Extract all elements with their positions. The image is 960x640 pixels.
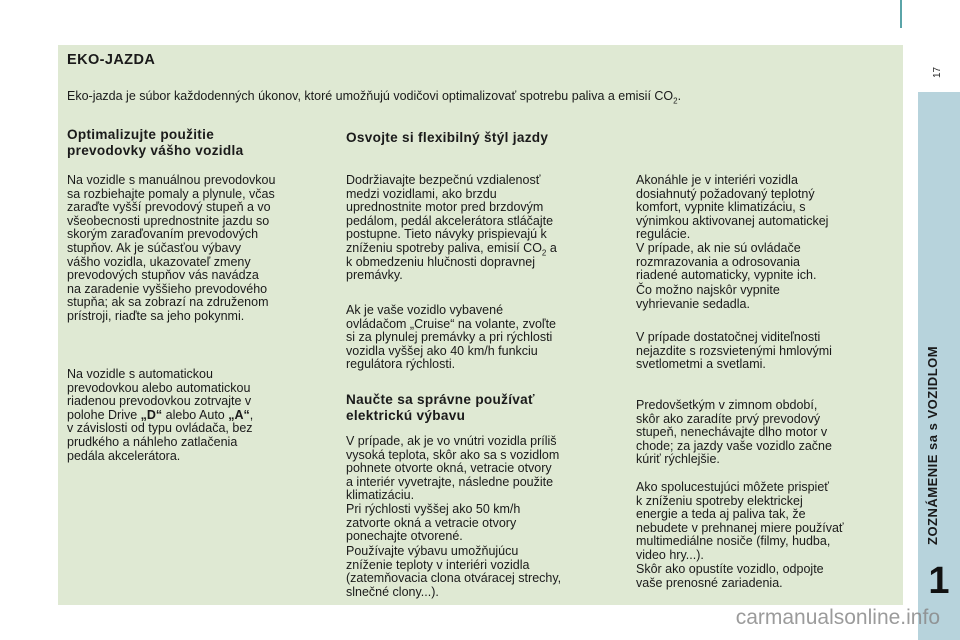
- text-line: si za plynulej premávky a pri rýchlosti: [346, 330, 553, 345]
- text-line: Čo možno najskôr vypnite: [636, 283, 780, 297]
- text-line: vozidla vyššej ako 40 km/h funkciu: [346, 343, 538, 358]
- paragraph-multimedia: [636, 481, 844, 563]
- text-line: klimatizáciu.: [346, 488, 415, 503]
- text-line: výnimkou aktivovanej automatickej: [636, 213, 829, 228]
- paragraph-manual-gearbox: [67, 174, 275, 324]
- paragraph-fog-lights: [636, 331, 832, 372]
- heading-electrical-equipment: Naučte sa správne používať elektrickú výbavu: [346, 392, 535, 423]
- paragraph-winter-start: [636, 399, 832, 467]
- text-line: (zatemňovacia clona otváracej strechy,: [346, 571, 562, 586]
- text-line: Skôr ako opustíte vozidlo, odpojte: [636, 562, 824, 576]
- paragraph-defrost: [636, 242, 816, 283]
- heading-transmission: Optimalizujte použitie prevodovky vášho vozidla: [67, 127, 244, 158]
- chapter-title: ZOZNÁMENIE sa s VOZIDLOM: [925, 345, 940, 545]
- text-line: komfort, vypnite klimatizáciu, s: [636, 200, 806, 215]
- chapter-number: 1: [928, 560, 950, 602]
- watermark: carmanualsonline.info: [735, 606, 940, 629]
- text-line: vysoká teplota, skôr ako sa s vozidlom: [346, 447, 560, 462]
- text-line: Akonáhle je v interiéri vozidla: [636, 173, 798, 187]
- text-line: regulátora rýchlosti.: [346, 357, 456, 372]
- paragraph-air-conditioning: [636, 174, 828, 242]
- text-line: nejazdite s rozsvietenými hmlovými: [636, 343, 832, 358]
- paragraph-seat-heating: [636, 284, 780, 311]
- text-line: energie a teda aj paliva tak, že: [636, 507, 806, 522]
- text-line: sa rozbiehajte pomaly a plynule, včas: [67, 186, 275, 201]
- paragraph-sun-blinds: [346, 545, 561, 599]
- heading-flexible-style: Osvojte si flexibilný štýl jazdy: [346, 130, 549, 145]
- text-line: prevodových stupňov vás navádza: [67, 268, 259, 283]
- text-line: Používajte výbavu umožňujúcu: [346, 544, 519, 558]
- text-line: vášho vozidla, ukazovateľ zmeny: [67, 254, 251, 269]
- text-line: Ak je vaše vozidlo vybavené: [346, 303, 504, 317]
- text-line: zaraďte vyšší prevodový stupeň a vo: [67, 200, 271, 215]
- page-title: EKO-JAZDA: [67, 52, 156, 68]
- text-line: Na vozidle s manuálnou prevodovkou: [67, 173, 276, 187]
- text-line: svetlometmi a svetlami.: [636, 357, 766, 372]
- text-line: ovládačom „Cruise“ na volante, zvoľte: [346, 316, 556, 331]
- text-line: chode; za jazdy vaše vozidlo začne: [636, 438, 832, 453]
- text-line: rozmrazovania a odrosovania: [636, 254, 800, 269]
- text-line: k zníženiu spotreby elektrickej: [636, 493, 803, 508]
- text-line: kúriť rýchlejšie.: [636, 452, 720, 467]
- teal-divider: [900, 0, 902, 28]
- text-line: dosiahnutý požadovaný teplotný: [636, 186, 815, 201]
- text-line: všeobecnosti uprednostnite jazdu so: [67, 213, 270, 228]
- text-line: multimediálne nosiče (filmy, hudba,: [636, 534, 831, 549]
- text-line: skorým zaraďovaním prevodových: [67, 227, 259, 242]
- intro-text: Eko-jazda je súbor každodenných úkonov, ktoré umožňujú vodičovi optimalizovať spotrebu paliva a emisií $CO_2$.: [67, 89, 682, 106]
- text-line: skôr ako zaradíte prvý prevodový: [636, 411, 821, 426]
- text-line: Ako spolucestujúci môžete prispieť: [636, 480, 829, 494]
- paragraph-portable-devices: [636, 563, 824, 590]
- text-line: Predovšetkým v zimnom období,: [636, 398, 818, 412]
- text-line: V prípade, ak je vo vnútri vozidla príliš: [346, 434, 557, 448]
- text-line: ponechajte otvorené.: [346, 529, 463, 544]
- text-line: zatvorte okná a vetracie otvory: [346, 515, 517, 530]
- paragraph-ventilation: [346, 435, 559, 503]
- page-number: 17: [932, 66, 943, 78]
- text-line: stupeň, nenechávajte dlho motor v: [636, 425, 828, 440]
- text-line: regulácie.: [636, 227, 691, 242]
- text-line: V prípade, ak nie sú ovládače: [636, 241, 801, 255]
- text-line: prístroji, riaďte sa jeho pokynmi.: [67, 308, 245, 323]
- text-line: vyhrievanie sedadla.: [636, 296, 750, 311]
- paragraph-automatic-gearbox: Na vozidle s automatickou prevodovkou alebo automatickou riadenou prevodovkou zotrvajte v polohe Drive „D“ alebo Auto „A“, v závislosti od typu ovládača, bez prudkého a náhleho zatlačenia pedála akcelerátora.: [67, 367, 254, 463]
- text-line: pohnete otvorte okná, vetracie otvory: [346, 461, 552, 476]
- text-line: Pri rýchlosti vyššej ako 50 km/h: [346, 502, 521, 516]
- paragraph-high-speed-windows: [346, 503, 520, 544]
- text-line: V prípade dostatočnej viditeľnosti: [636, 330, 821, 344]
- text-line: a interiér vyvetrajte, následne použite: [346, 474, 554, 489]
- text-line: zníženie teploty v interiéri vozidla: [346, 557, 530, 572]
- text-line: stupňa; ak sa zobrazí na združenom: [67, 295, 269, 310]
- paragraph-safe-distance: Dodržiavajte bezpečnú vzdialenosť medzi vozidlami, ako brzdu uprednostnite motor pred brzdovým pedálom, pedál akcelerátora stláčajte postupne. Tieto návyky prispievajú k zníženiu spotreby paliva, emisií $CO_2$ a k obmedzeniu hlučnosti dopravnej premávky.: [346, 173, 557, 283]
- paragraph-cruise-control: [346, 304, 556, 372]
- text-line: slnečné clony...).: [346, 584, 439, 599]
- text-line: video hry...).: [636, 547, 704, 562]
- text-line: nebudete v prehnanej miere používať: [636, 520, 844, 535]
- text-line: na zaradenie vyššieho prevodového: [67, 281, 268, 296]
- text-line: riadené automaticky, vypnite ich.: [636, 268, 817, 283]
- text-line: stupňov. Ak je súčasťou výbavy: [67, 240, 241, 255]
- text-line: vaše prenosné zariadenia.: [636, 575, 783, 590]
